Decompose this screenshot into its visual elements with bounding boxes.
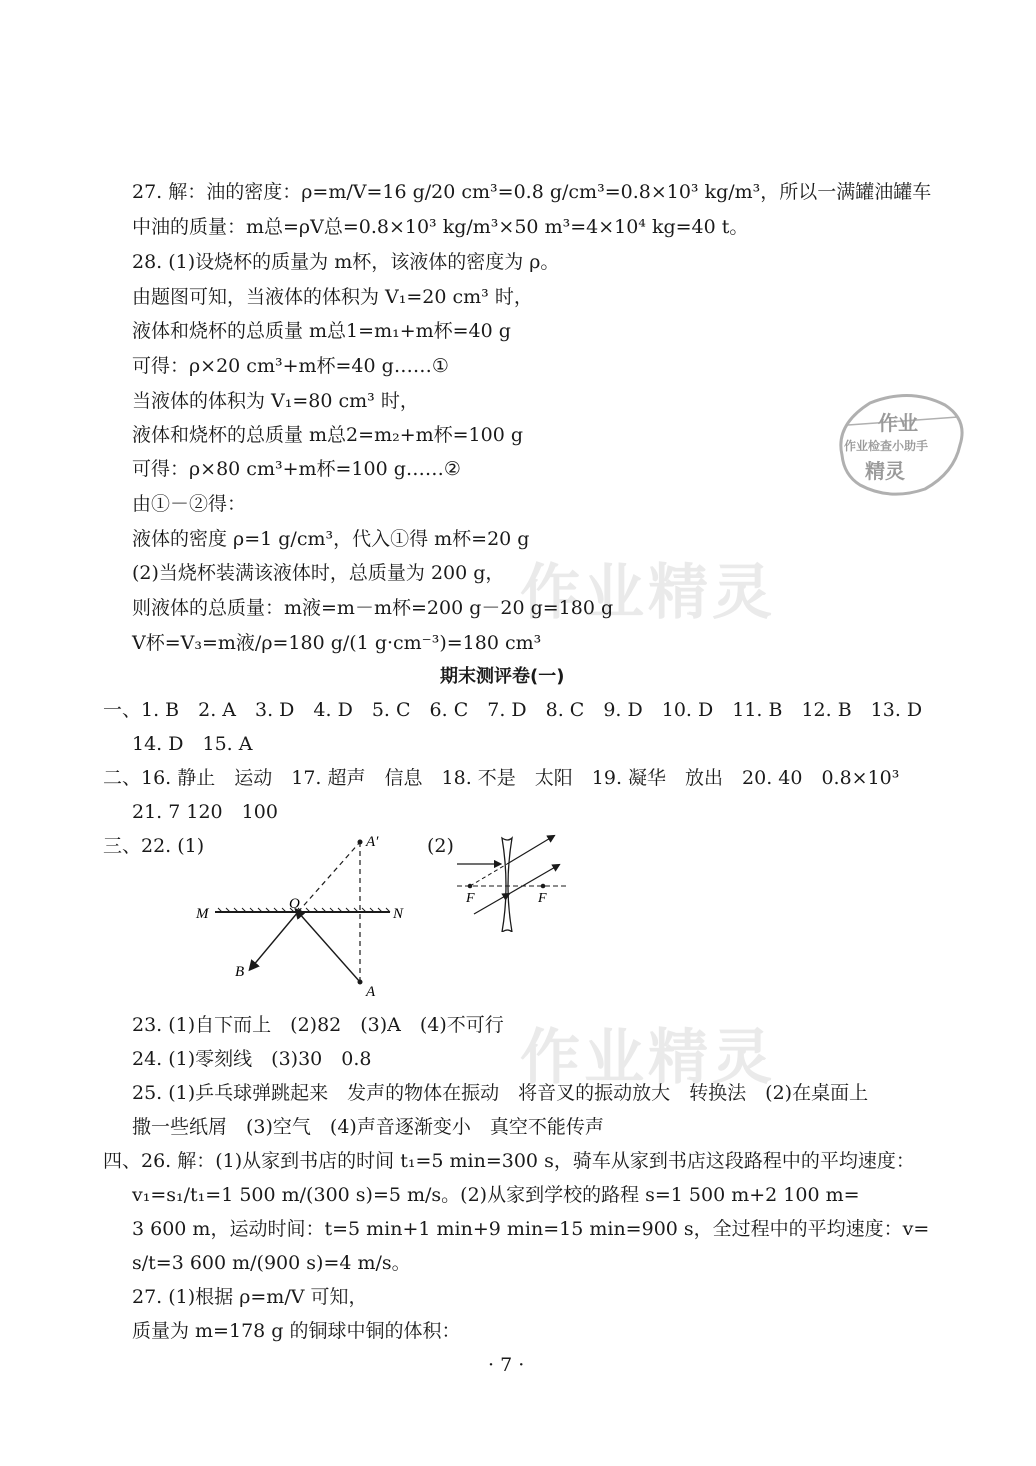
text-line: 3 600 m，运动时间：t=5 min+1 min+9 min=15 min=900 s，全过程中的平均速度：v= bbox=[132, 1218, 930, 1240]
ray-extension bbox=[470, 864, 507, 886]
lens-diagram bbox=[452, 832, 582, 932]
virtual-ray bbox=[298, 842, 360, 912]
text-line: 25. (1)乒乓球弹跳起来 发声的物体在振动 将音叉的振动放大 转换法 (2)在桌面上 bbox=[132, 1082, 869, 1104]
text-line: v₁=s₁/t₁=1 500 m/(300 s)=5 m/s。(2)从家到学校的路程 s=1 500 m+2 100 m= bbox=[132, 1184, 860, 1206]
label-A: A bbox=[366, 984, 376, 1000]
section-title: 期末测评卷(一) bbox=[440, 666, 565, 687]
fig2-label: (2) bbox=[427, 835, 454, 857]
text-line: 可得：ρ×20 cm³+m杯=40 g……① bbox=[132, 355, 449, 377]
label-M: M bbox=[196, 906, 209, 922]
text-line: 24. (1)零刻线 (3)30 0.8 bbox=[132, 1048, 372, 1070]
text-line: 27. (1)根据 ρ=m/V 可知， bbox=[132, 1286, 368, 1308]
stamp-bottom-text: 精灵 bbox=[865, 459, 905, 483]
text-line: 由题图可知，当液体的体积为 V₁=20 cm³ 时， bbox=[132, 286, 533, 308]
label-A-prime: A′ bbox=[366, 834, 379, 850]
text-line: 当液体的体积为 V₁=80 cm³ 时， bbox=[132, 390, 419, 412]
text-line: 中油的质量：m总=ρV总=0.8×10³ kg/m³×50 m³=4×10⁴ kg=40 t。 bbox=[132, 216, 749, 238]
focus-right bbox=[541, 884, 546, 889]
label-F-right: F bbox=[538, 891, 547, 906]
point-A bbox=[358, 980, 363, 985]
stamp-middle-text: 作业检查小助手 bbox=[844, 439, 929, 453]
point-B bbox=[250, 965, 255, 970]
text-line: 撒一些纸屑 (3)空气 (4)声音逐渐变小 真空不能传声 bbox=[132, 1116, 604, 1138]
text-line: 质量为 m=178 g 的铜球中铜的体积： bbox=[132, 1320, 461, 1342]
text-line: 23. (1)自下而上 (2)82 (3)A (4)不可行 bbox=[132, 1014, 504, 1036]
text-line: s/t=3 600 m/(900 s)=4 m/s。 bbox=[132, 1252, 411, 1274]
point-A-prime bbox=[358, 840, 363, 845]
text-line: 由①－②得： bbox=[132, 493, 247, 515]
text-line: 27. 解：油的密度：ρ=m/V=16 g/20 cm³=0.8 g/cm³=0.8×10³ kg/m³，所以一满罐油罐车 bbox=[132, 181, 932, 203]
answer-line: 21. 7 120 100 bbox=[132, 801, 278, 823]
answer-line: 三、22. (1) bbox=[103, 835, 205, 857]
label-O: O bbox=[289, 896, 300, 912]
page-number: · 7 · bbox=[488, 1354, 525, 1376]
label-F-left: F bbox=[466, 891, 475, 906]
ray-refracted-diverging bbox=[507, 837, 552, 864]
text-line: (2)当烧杯装满该液体时，总质量为 200 g， bbox=[132, 562, 505, 584]
homework-stamp-logo bbox=[830, 385, 970, 500]
answer-line: 二、16. 静止 运动 17. 超声 信息 18. 不是 太阳 19. 凝华 放出 20. 40 0.8×10³ bbox=[103, 767, 900, 789]
label-B: B bbox=[235, 964, 245, 980]
text-line: 液体和烧杯的总质量 m总2=m₂+m杯=100 g bbox=[132, 424, 524, 446]
focus-left bbox=[468, 884, 473, 889]
text-line: 则液体的总质量：m液=m－m杯=200 g－20 g=180 g bbox=[132, 597, 614, 619]
incident-ray bbox=[298, 912, 360, 982]
text-line: 28. (1)设烧杯的质量为 m杯，该液体的密度为 ρ。 bbox=[132, 251, 560, 273]
text-line: 液体的密度 ρ=1 g/cm³，代入①得 m杯=20 g bbox=[132, 528, 530, 550]
text-line: 可得：ρ×80 cm³+m杯=100 g……② bbox=[132, 458, 461, 480]
text-line: V杯=V₃=m液/ρ=180 g/(1 g·cm⁻³)=180 cm³ bbox=[132, 632, 542, 654]
concave-lens bbox=[502, 838, 512, 932]
stamp-top-text: 作业 bbox=[878, 411, 918, 435]
reflection-diagram bbox=[190, 832, 420, 1002]
watermark-upper: 作业精灵 bbox=[520, 558, 776, 628]
watermark-lower: 作业精灵 bbox=[520, 1023, 776, 1093]
answer-line: 14. D 15. A bbox=[132, 733, 253, 755]
text-line: 四、26. 解：(1)从家到书店的时间 t₁=5 min=300 s，骑车从家到书店这段路程中的平均速度： bbox=[103, 1150, 915, 1172]
reflected-ray bbox=[252, 912, 298, 967]
text-line: 液体和烧杯的总质量 m总1=m₁+m杯=40 g bbox=[132, 320, 511, 342]
ray-incoming-focus bbox=[474, 895, 507, 914]
label-N: N bbox=[393, 906, 404, 922]
answer-line: 一、1. B 2. A 3. D 4. D 5. C 6. C 7. D 8. C 9. D 10. D 11. B 12. B 13. D bbox=[103, 699, 923, 721]
ray-outgoing-parallel bbox=[507, 866, 557, 895]
